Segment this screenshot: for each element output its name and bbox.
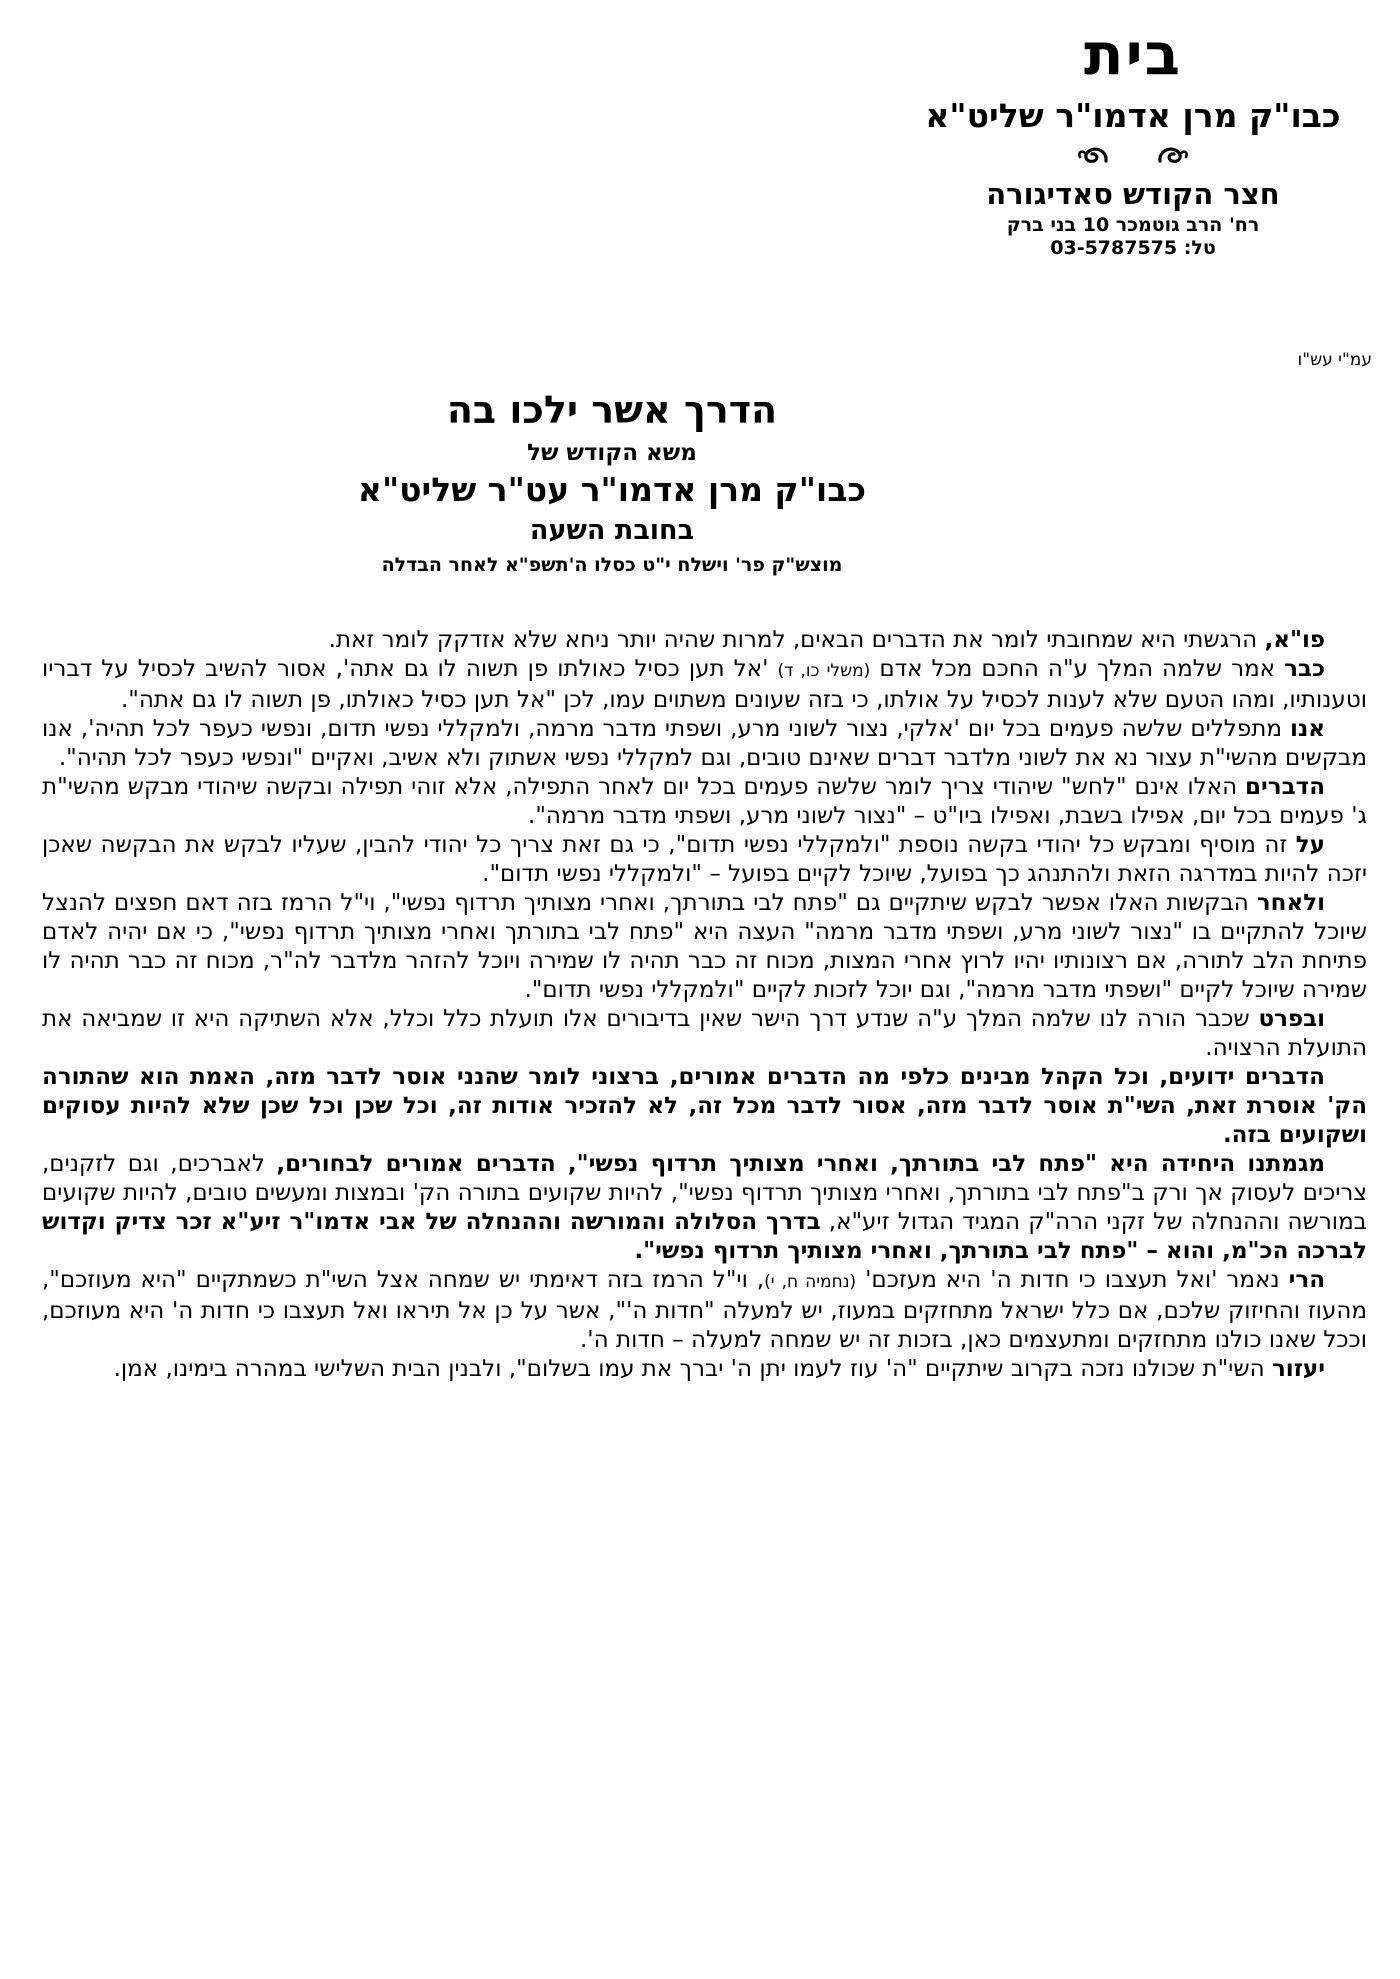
title-block	[112, 390, 1112, 577]
letterhead-rebbe-name: כבו"ק מרן אדמו"ר שליט"א	[925, 95, 1341, 135]
paragraph-segment: שכבר הורה לנו שלמה המלך ע"ה שנדע דרך הישר שאין בדיבורים אלו תועלת כלל וכלל, אלא השתיקה היא זו שמביאה את התועלת הרצויה.	[42, 1006, 1367, 1061]
letterhead-ornaments	[873, 145, 1393, 171]
paragraph-segment: פו"א,	[1264, 627, 1325, 653]
paragraph-segment: הדברים	[1245, 774, 1325, 800]
paragraph-segment: הבקשות האלו אפשר לבקש שיתקיים גם "פתח לבי בתורתך, ואחרי מצותיך תרדוף נפשי", וי"ל הרמז בזה דאם חפצים להנצל שיוכל להתקיים בו "נצור לשוני מרע, ושפתי מדבר מרמה" העצה היא "פתח לבי בתורתך ואחרי מצותיך תרדוף נפשי", כי אם יהיה לאדם פתיחת הלב לתורה, אם רצונותיו יהיו לרוץ אחרי המצות, מכוח זה כבר תהיה לו שמירה ויוכל להזהר מלדבר לה"ר, מכוח זה כבר תהיה לו שמירה שיוכל לקיים "ושפתי מדבר מרמה", וגם יוכל לזכות לקיים "ולמקללי נפשי תדום".	[42, 890, 1367, 1003]
paragraph-segment: יעזור	[1271, 1356, 1325, 1382]
paragraph-segment: לאברכים, וגם לזקנים, צריכים לעסוק אך ורק ב"פתח לבי בתורתך, ואחרי מצותיך תרדוף נפשי", להיות שקועים בתורה הק' ובמצות ומעשים טובים, להיות שקועים במורשה וההנחלה של זקני הרה"ק המגיד הגדול זיע"א,	[42, 1151, 1367, 1235]
letterhead	[873, 20, 1393, 261]
letterhead-phone: טל: 03-5787575	[1050, 237, 1216, 260]
paragraph-segment: השי"ת שכולנו נזכה בקרוב שיתקיים "ה' עוז לעמו יתן ה' יברך את עמו בשלום", ולבנין הבית השלישי במהרה בימינו, אמן.	[113, 1356, 1272, 1382]
paragraph-segment: האלו אינם "לחש" שיהודי צריך לומר שלשה פעמים בכל יום לאחר התפילה, אלא זוהי תפילה ובקשה שיהודי מבקש מהשי"ת ג' פעמים בכל יום, אפילו בשבת, ואפילו ביו"ט – "נצור לשוני מרע, ושפתי מדבר מרמה".	[42, 774, 1367, 829]
body-text	[42, 626, 1367, 1384]
paragraph-segment: הרגשתי היא שמחובתי לומר את הדברים הבאים, למרות שהיה יותר ניחא שלא אזדקק לומר זאת.	[328, 627, 1265, 653]
paragraph-segment: נאמר 'ואל תעצבו כי חדות ה' היא מעזכם'	[856, 1267, 1289, 1293]
paragraph-segment: אמר שלמה המלך ע"ה החכם מכל אדם	[870, 656, 1285, 682]
paragraph-segment: ובפרט	[1258, 1006, 1325, 1032]
paragraph-segment: , וי"ל הרמז בזה דאימתי יש שמחה אצל השי"ת כשמתקיים "היא מעוזכם", מהעוז והחיזוק שלכם, אם כלל ישראל מתחזקים במעוז, יש למעלה "חדות ה'", אשר על כן אל תיראו ואל תעצבו כי חדות ה' היא מעוזכם, וככל שאנו כולנו מתחזקים ומתעצמים כאן, בזכות זה יש שמחה למעלה – חדות ה'.	[42, 1267, 1367, 1353]
paragraph-segment: אנו	[1289, 716, 1325, 742]
letterhead-address: רח' הרב גוטמכר 10 בני ברק	[1006, 213, 1260, 236]
body-paragraph	[42, 626, 1367, 655]
paragraph-segment: מתפללים שלשה פעמים בכל יום 'אלקי, נצור לשוני מרע, ושפתי מדבר מרמה, ולמקללי נפשי תדום, ונפשי כעפר לכל תהיה', אנו מבקשים מהשי"ת עצור נא את לשוני מלדבר דברים שאינם טובים, וגם למקללי נפשי אשתוק ולא אשיב, ואקיים "ונפשי כעפר לכל תהיה".	[42, 716, 1367, 771]
paragraph-segment: הדברים ידועים, וכל הקהל מבינים כלפי מה הדברים אמורים, ברצוני לומר שהנני אוסר לדבר מזה, האמת הוא שהתורה הק' אוסרת זאת, השי"ת אוסר לדבר מזה, אסור לדבר מכל זה, לא להזכיר אודות זה, וכל שכן וכל שכן שלא להיות עסוקים ושקועים בזה.	[42, 1064, 1367, 1148]
title-speaker: כבו"ק מרן אדמו"ר עט"ר שליט"א	[357, 470, 867, 510]
body-paragraph	[42, 1266, 1367, 1355]
title-subtitle-2: בחובת השעה	[529, 515, 695, 547]
paragraph-segment: 'אל תען כסיל כאולתו פן תשוה לו גם אתה', אסור להשיב לכסיל על דבריו וטענותיו, ומהו הטעם שלא לענות לכסיל על אולתו, כי בזה שעונים משתוים עמו, לכן "אל תען כסיל כאולתו, פן תשוה לו גם אתה".	[42, 656, 1367, 713]
scripture-citation: (משלי כו, ד)	[777, 661, 871, 681]
body-paragraph	[42, 655, 1367, 715]
title-dateline: מוצש"ק פר' וישלח י"ט כסלו ה'תשפ"א לאחר הבדלה	[381, 553, 843, 576]
title-subtitle-1: משא הקודש של	[527, 439, 697, 466]
paragraph-segment: הרי	[1288, 1267, 1325, 1293]
corner-note: עמ"י עש"ו	[1297, 350, 1372, 370]
paragraph-segment: על	[1295, 832, 1325, 858]
paragraph-segment: מגמתנו היחידה היא "פתח לבי בתורתך, ואחרי מצותיך תרדוף נפשי", הדברים אמורים לבחורים,	[276, 1151, 1325, 1177]
body-paragraph	[42, 831, 1367, 889]
body-paragraph	[42, 1355, 1367, 1384]
body-paragraph	[42, 1150, 1367, 1266]
letterhead-house-word: בית	[1083, 20, 1183, 88]
body-paragraph	[42, 1005, 1367, 1063]
paragraph-segment: ולאחר	[1256, 890, 1325, 916]
body-paragraph	[42, 715, 1367, 773]
scripture-citation: (נחמיה ח, י)	[764, 1272, 857, 1292]
paragraph-segment: בדרך הסלולה והמורשה וההנחלה של אבי אדמו"ר זיע"א זכר צדיק וקדוש לברכה הכ"מ, והוא – "פתח לבי בתורתך, ואחרי מצותיך תרדוף נפשי".	[42, 1209, 1367, 1264]
body-paragraph	[42, 773, 1367, 831]
fleuron-ornament-icon	[1076, 144, 1110, 172]
fleuron-ornament-icon	[1156, 144, 1190, 172]
body-paragraph	[42, 1063, 1367, 1150]
page-title: הדרך אשר ילכו בה	[446, 388, 778, 432]
body-paragraph	[42, 889, 1367, 1005]
paragraph-segment: זה מוסיף ומבקש כל יהודי בקשה נוספת "ולמקללי נפשי תדום", כי גם זאת צריך כל יהודי להבין, שעליו לבקש את הבקשה שאכן יזכה להיות במדרגה הזאת ולהתנהג כך בפועל, שיוכל לקיים בפועל – "ולמקללי נפשי תדום".	[42, 832, 1367, 887]
paragraph-segment: כבר	[1284, 656, 1325, 682]
letterhead-court-name: חצר הקודש סאדיגורה	[986, 176, 1280, 211]
